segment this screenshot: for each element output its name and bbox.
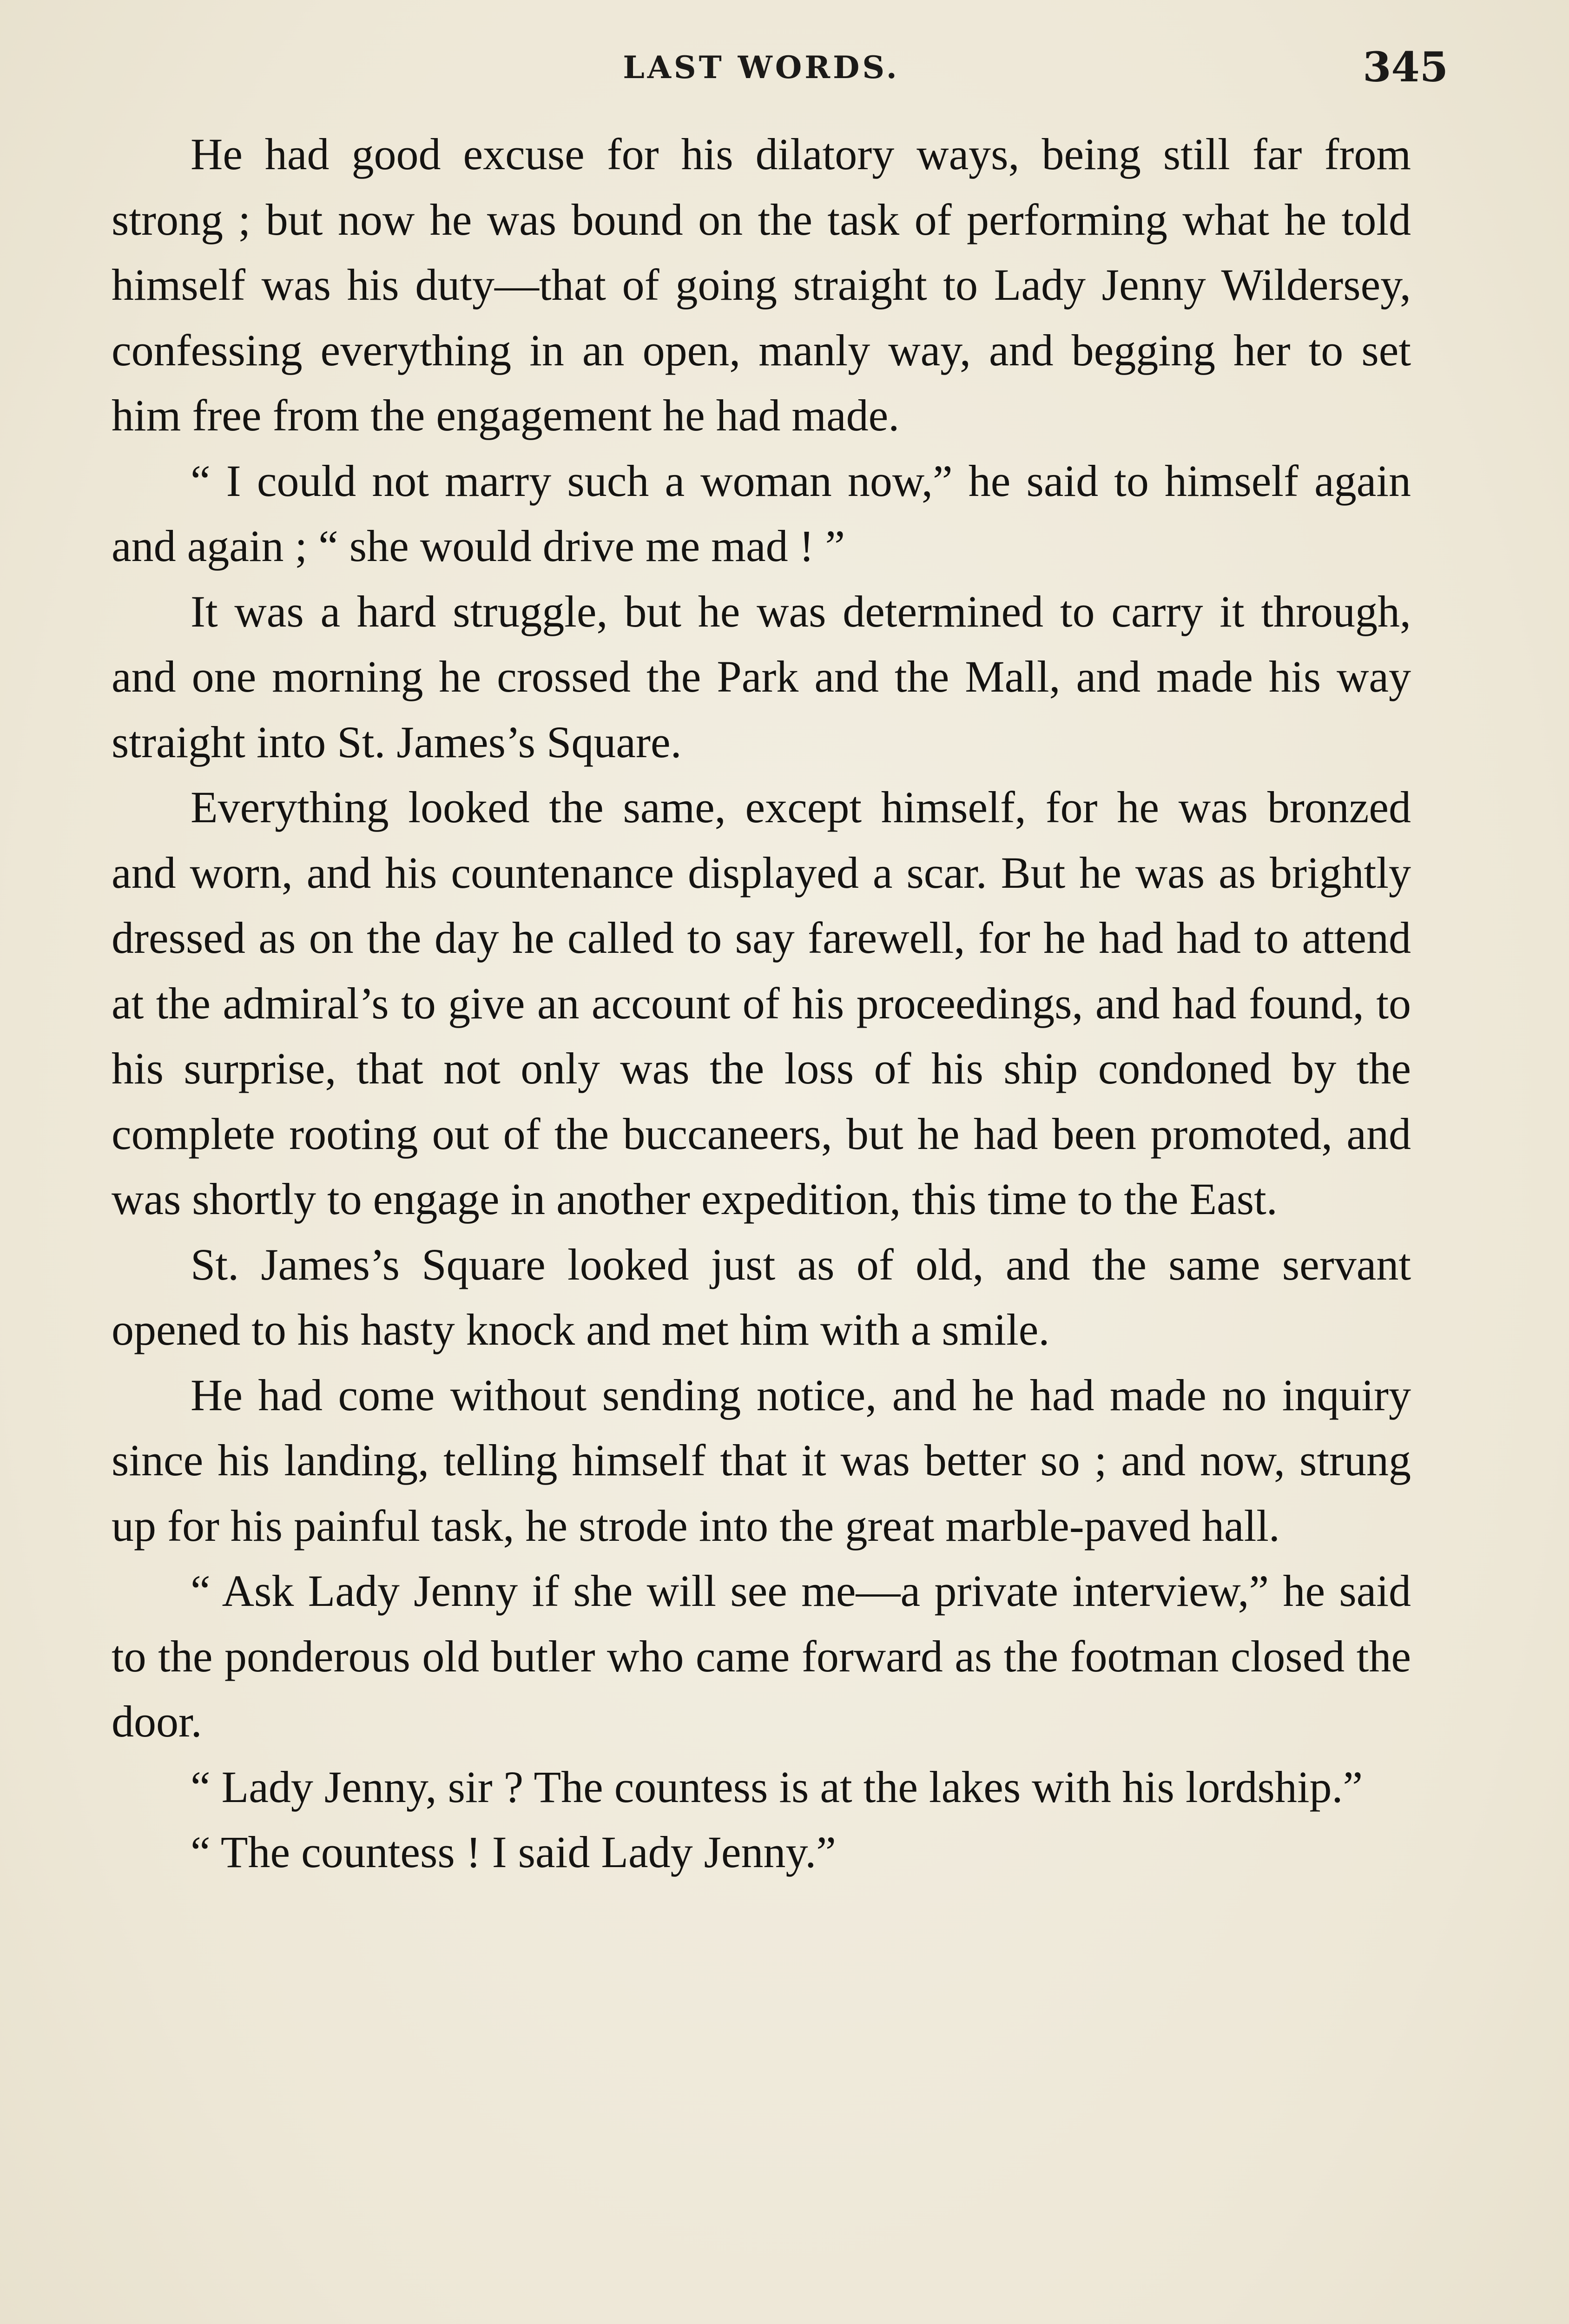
running-title: LAST WORDS. bbox=[623, 49, 900, 86]
paragraph: “ I could not marry such a woman now,” he said to himself again and again ; “ she would drive me mad ! ” bbox=[112, 456, 1411, 571]
paragraph: He had come without sending notice, and he had made no inquiry since his landing, telling himself that it was better so ; and now, strung up for his painful task, he strode into the great marble-paved hall. bbox=[112, 1370, 1411, 1551]
paragraph: He had good excuse for his dilatory ways, being still far from strong ; but now he was bound on the task of performing what he told himself was his duty—that of going straight to Lady Jenny Wildersey, confessing everything in an open, manly way, and begging her to set him free from the engagement he had made. bbox=[112, 129, 1411, 440]
paragraph: It was a hard struggle, but he was determined to carry it through, and one morning he crossed the Park and the Mall, and made his way straight into St. James’s Square. bbox=[112, 586, 1411, 767]
running-head bbox=[112, 43, 1448, 94]
paragraph: St. James’s Square looked just as of old, and the same servant opened to his hasty knock and met him with a smile. bbox=[112, 1239, 1411, 1354]
paragraph: “ Ask Lady Jenny if she will see me—a private interview,” he said to the ponderous old butler who came forward as the footman closed the door. bbox=[112, 1566, 1411, 1746]
paragraph: “ Lady Jenny, sir ? The countess is at the lakes with his lordship.” bbox=[191, 1762, 1363, 1812]
page-number: 345 bbox=[1363, 43, 1448, 91]
body-text bbox=[112, 122, 1411, 1885]
paragraph: “ The countess ! I said Lady Jenny.” bbox=[191, 1827, 836, 1877]
paragraph: Everything looked the same, except himself, for he was bronzed and worn, and his countenance displayed a scar. But he was as brightly dressed as on the day he called to say farewell, for he had had to attend at the admiral’s to give an account of his proceedings, and had found, to his surprise, that not only was the loss of his ship condoned by the complete rooting out of the buccaneers, but he had been promoted, and was shortly to engage in another expedition, this time to the East. bbox=[112, 782, 1411, 1224]
